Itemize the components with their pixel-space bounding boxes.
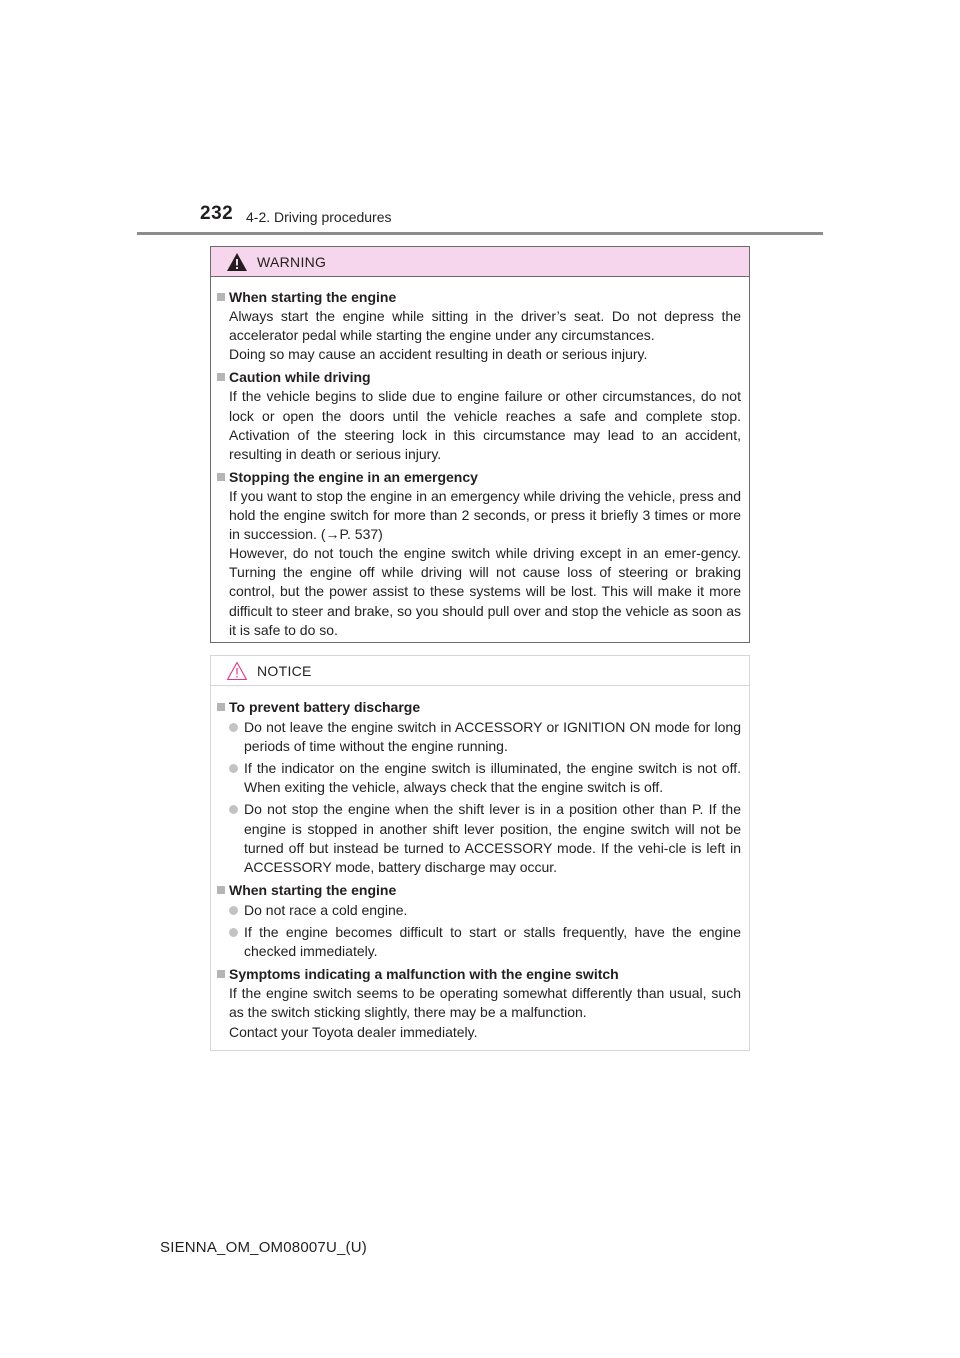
warning-box xyxy=(210,246,750,643)
square-bullet-icon xyxy=(217,970,225,978)
notice-label: NOTICE xyxy=(257,663,312,679)
round-bullet-icon xyxy=(229,723,238,732)
paragraph: Contact your Toyota dealer immediately. xyxy=(229,1023,478,1040)
paragraph: If the vehicle begins to slide due to engine failure or other circumstances, do not lock or open the doors until the vehicle reaches a safe and complete stop. Activation of the steering lock in this circumstance may lead to an accident, resulting in death or serious injury. xyxy=(229,388,741,462)
notice-body xyxy=(211,686,749,1042)
section-heading: When starting the engine xyxy=(217,288,741,307)
notice-section xyxy=(217,881,741,961)
list-item: If the indicator on the engine switch is illuminated, the engine switch is not off. When exiting the vehicle, always check that the engine switch is off. xyxy=(217,759,741,797)
warning-section xyxy=(217,468,741,640)
notice-header xyxy=(211,656,749,686)
paragraph: If you want to stop the engine in an emergency while driving the vehicle, press and hold the engine switch for more than 2 seconds, or press it briefly 3 times or more in succession. (→P. 537) xyxy=(229,487,741,543)
list-item: Do not race a cold engine. xyxy=(217,901,741,920)
square-bullet-icon xyxy=(217,886,225,894)
section-title: 4-2. Driving procedures xyxy=(246,209,392,225)
section-heading: To prevent battery discharge xyxy=(217,698,741,717)
notice-box xyxy=(210,655,750,1051)
round-bullet-icon xyxy=(229,906,238,915)
warning-header xyxy=(211,247,749,277)
warning-label: WARNING xyxy=(257,254,327,270)
document-code: SIENNA_OM_OM08007U_(U) xyxy=(160,1239,367,1256)
notice-section xyxy=(217,698,741,877)
square-bullet-icon xyxy=(217,473,225,481)
paragraph: Always start the engine while sitting in the driver’s seat. Do not depress the accelerator pedal while starting the engine under any circumstances. xyxy=(229,308,741,344)
paragraph: However, do not touch the engine switch while driving except in an emer-gency. Turning the engine off while driving will not cause loss of steering or braking control, but the power assist to these systems will be lost. This will make it more difficult to steer and brake, so you should pull over and stop the vehicle as soon as it is safe to do so. xyxy=(229,545,741,638)
round-bullet-icon xyxy=(229,764,238,773)
paragraph: Doing so may cause an accident resulting in death or serious injury. xyxy=(229,346,648,363)
section-heading: Stopping the engine in an emergency xyxy=(217,468,741,487)
list-item: If the engine becomes difficult to start or stalls frequently, have the engine checked immediately. xyxy=(217,923,741,961)
warning-section xyxy=(217,288,741,364)
warning-section xyxy=(217,368,741,463)
square-bullet-icon xyxy=(217,703,225,711)
section-heading: Caution while driving xyxy=(217,368,741,387)
page-number: 232 xyxy=(200,203,234,224)
square-bullet-icon xyxy=(217,373,225,381)
warning-body xyxy=(211,277,749,640)
section-heading: Symptoms indicating a malfunction with the engine switch xyxy=(217,965,741,984)
square-bullet-icon xyxy=(217,293,225,301)
notice-triangle-icon xyxy=(226,661,248,681)
paragraph: If the engine switch seems to be operating somewhat differently than usual, such as the switch sticking slightly, there may be a malfunction. xyxy=(229,985,741,1021)
header-divider xyxy=(137,232,823,235)
round-bullet-icon xyxy=(229,928,238,937)
warning-triangle-icon xyxy=(226,252,248,272)
page-header xyxy=(200,203,800,233)
list-item: Do not leave the engine switch in ACCESSORY or IGNITION ON mode for long periods of time without the engine running. xyxy=(217,718,741,756)
section-heading: When starting the engine xyxy=(217,881,741,900)
notice-section xyxy=(217,965,741,1041)
list-item: Do not stop the engine when the shift lever is in a position other than P. If the engine is stopped in another shift lever position, the engine switch will not be turned off but instead be turned to ACCESSORY mode. If the vehi-cle is left in ACCESSORY mode, battery discharge may occur. xyxy=(217,800,741,876)
round-bullet-icon xyxy=(229,805,238,814)
